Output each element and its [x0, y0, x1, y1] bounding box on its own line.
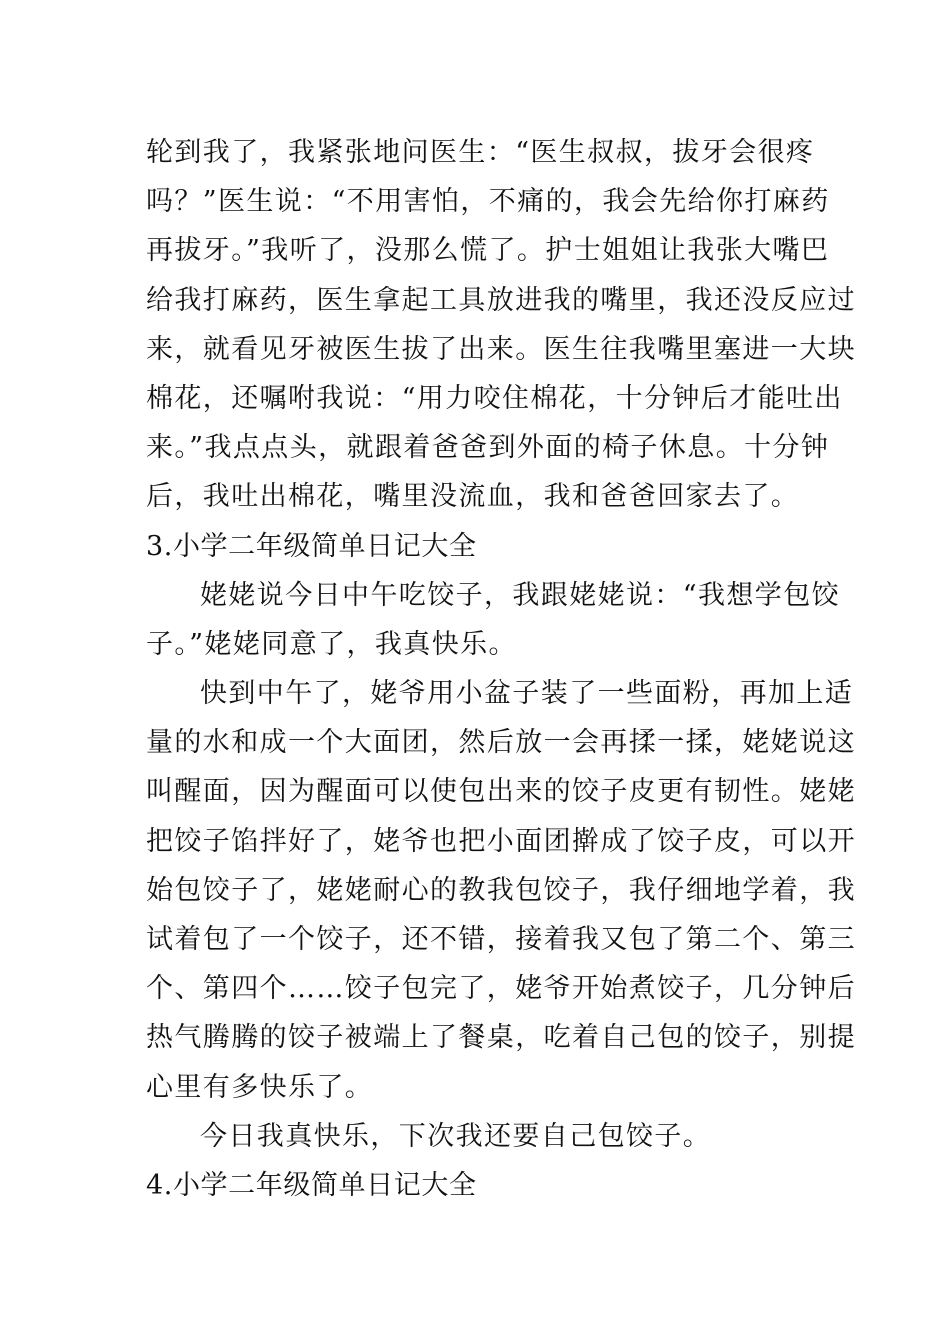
text-line: 再拔牙。”我听了，没那么慌了。护士姐姐让我张大嘴巴	[146, 235, 830, 267]
text-line: 来，就看见牙被医生拔了出来。医生往我嘴里塞进一大块	[146, 333, 856, 365]
section-heading-3: 3.小学二年级简单日记大全	[146, 530, 477, 562]
text-line: 心里有多快乐了。	[146, 1071, 374, 1103]
text-line: 姥姥说今日中午吃饺子，我跟姥姥说：“我想学包饺	[200, 579, 841, 611]
document-body	[146, 128, 856, 1210]
text-line: 今日我真快乐，下次我还要自己包饺子。	[200, 1120, 712, 1152]
text-line: 给我打麻药，医生拿起工具放进我的嘴里，我还没反应过	[146, 284, 856, 316]
text-line: 子。”姥姥同意了，我真快乐。	[146, 628, 517, 660]
text-line: 后，我吐出棉花，嘴里没流血，我和爸爸回家去了。	[146, 481, 800, 513]
section-heading-4: 4.小学二年级简单日记大全	[146, 1169, 477, 1201]
paragraph-tooth-extraction	[146, 128, 856, 522]
text-line: 吗？”医生说：“不用害怕，不痛的，我会先给你打麻药	[146, 186, 830, 218]
text-line: 始包饺子了，姥姥耐心的教我包饺子，我仔细地学着，我	[146, 874, 856, 906]
text-line: 量的水和成一个大面团，然后放一会再揉一揉，姥姥说这	[146, 727, 856, 759]
text-line: 快到中午了，姥爷用小盆子装了一些面粉，再加上适	[200, 678, 854, 710]
paragraph-dumplings-making	[146, 669, 856, 1112]
text-line: 轮到我了，我紧张地问医生：“医生叔叔，拔牙会很疼	[146, 137, 815, 168]
text-line: 热气腾腾的饺子被端上了餐桌，吃着自己包的饺子，别提	[146, 1022, 856, 1054]
text-line: 个、第四个……饺子包完了，姥爷开始煮饺子，几分钟后	[146, 973, 856, 1005]
text-line: 棉花，还嘱咐我说：“用力咬住棉花，十分钟后才能吐出	[146, 382, 843, 414]
text-line: 来。”我点点头，就跟着爸爸到外面的椅子休息。十分钟	[146, 432, 830, 464]
text-line: 叫醒面，因为醒面可以使包出来的饺子皮更有韧性。姥姥	[146, 776, 856, 808]
paragraph-conclusion	[146, 1112, 806, 1161]
text-line: 把饺子馅拌好了，姥爷也把小面团擀成了饺子皮，可以开	[146, 825, 856, 857]
paragraph-dumplings-intro	[146, 571, 841, 669]
text-line: 试着包了一个饺子，还不错，接着我又包了第二个、第三	[146, 924, 856, 955]
